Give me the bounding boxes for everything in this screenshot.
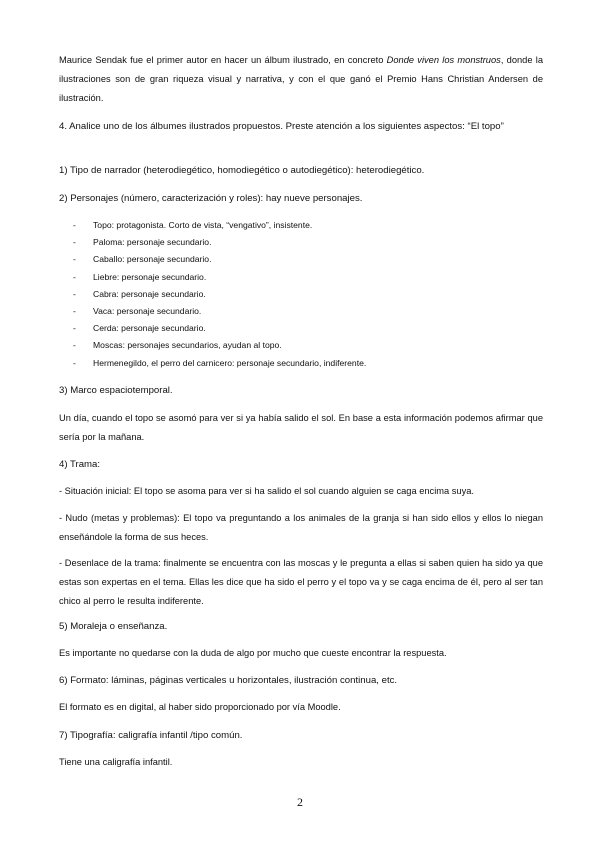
intro-text-after: , donde la ilustraciones son de gran riqueza visual y narrativa, y con el que ganó el Premio Hans Christian Andersen de ilustración. xyxy=(59,55,544,103)
list-dash: - xyxy=(73,340,76,351)
character-text: Topo: protagonista. Corto de vista, “vengativo”, insistente. xyxy=(93,220,313,230)
list-dash: - xyxy=(73,357,76,368)
item-7-typography: 7) Tipografía: caligrafía infantil /tipo común. xyxy=(59,730,243,741)
character-text: Cabra: personaje secundario. xyxy=(93,288,206,299)
list-item xyxy=(59,251,543,268)
character-text: Hermenegildo, el perro del carnicero: personaje secundario, indiferente. xyxy=(93,357,367,368)
list-item xyxy=(59,355,543,372)
item-4-plot: 4) Trama: xyxy=(59,459,101,470)
item-5-text: Es importante no quedarse con la duda de algo por mucho que cueste encontrar la respuesta. xyxy=(59,648,447,658)
item-3-text: Un día, cuando el topo se asomó para ver si ya había salido el sol. En base a esta información podemos afirmar que sería por la mañana. xyxy=(59,413,543,442)
item-7-text: Tiene una caligrafía infantil. xyxy=(59,757,173,767)
item-1-narrator: 1) Tipo de narrador (heterodiegético, homodiegético o autodiegético): heterodiegético. xyxy=(59,165,425,176)
item-3-setting: 3) Marco espaciotemporal. xyxy=(59,385,173,396)
intro-paragraph xyxy=(59,51,543,108)
plot-nudo: - Nudo (metas y problemas): El topo va preguntando a los animales de la granja si han sido ellos y ellos lo niegan enseñándole la forma de sus heces. xyxy=(59,513,543,542)
list-item xyxy=(59,337,543,354)
list-item xyxy=(59,217,543,234)
list-dash: - xyxy=(73,254,76,265)
character-text: Caballo: personaje secundario. xyxy=(93,254,212,265)
character-text: Liebre: personaje secundario. xyxy=(93,271,207,282)
list-dash: - xyxy=(73,323,76,334)
item-2-characters: 2) Personajes (número, caracterización y roles): hay nueve personajes. xyxy=(59,193,363,204)
list-item xyxy=(59,269,543,286)
character-text: Moscas: personajes secundarios, ayudan al topo. xyxy=(93,340,282,351)
plot-desenlace: - Desenlace de la trama: finalmente se encuentra con las moscas y le pregunta a ellas si saben quien ha sido ya que estas son expertas en el tema. Ellas les dice que ha sido el perro y el topo va y se caga encima de él, pero al ser tan chico al perro le resulta indiferente. xyxy=(59,558,543,606)
list-dash: - xyxy=(73,271,76,282)
character-text: Vaca: personaje secundario. xyxy=(93,305,202,316)
character-text: Cerda: personaje secundario. xyxy=(93,323,206,334)
item-6-format: 6) Formato: láminas, páginas verticales u horizontales, ilustración continua, etc. xyxy=(59,675,398,686)
question-4-heading: 4. Analice uno de los álbumes ilustrados propuestos. Preste atención a los siguientes aspectos: “El topo” xyxy=(59,121,504,132)
plot-situacion-inicial: - Situación inicial: El topo se asoma para ver si ha salido el sol cuando alguien se caga encima suya. xyxy=(59,486,474,496)
list-dash: - xyxy=(73,288,76,299)
list-dash: - xyxy=(73,305,76,316)
list-item xyxy=(59,320,543,337)
list-dash: - xyxy=(73,220,76,230)
item-6-text: El formato es en digital, al haber sido proporcionado por vía Moodle. xyxy=(59,702,341,712)
list-dash: - xyxy=(73,237,76,248)
characters-list xyxy=(59,217,543,372)
intro-text-before: Maurice Sendak fue el primer autor en hacer un álbum ilustrado, en concreto xyxy=(59,55,387,65)
character-text: Paloma: personaje secundario. xyxy=(93,237,212,248)
item-5-moral: 5) Moraleja o enseñanza. xyxy=(59,621,168,632)
list-item xyxy=(59,303,543,320)
book-title: Donde viven los monstruos xyxy=(386,55,501,65)
list-item xyxy=(59,286,543,303)
page-number: 2 xyxy=(297,795,303,809)
list-item xyxy=(59,234,543,251)
